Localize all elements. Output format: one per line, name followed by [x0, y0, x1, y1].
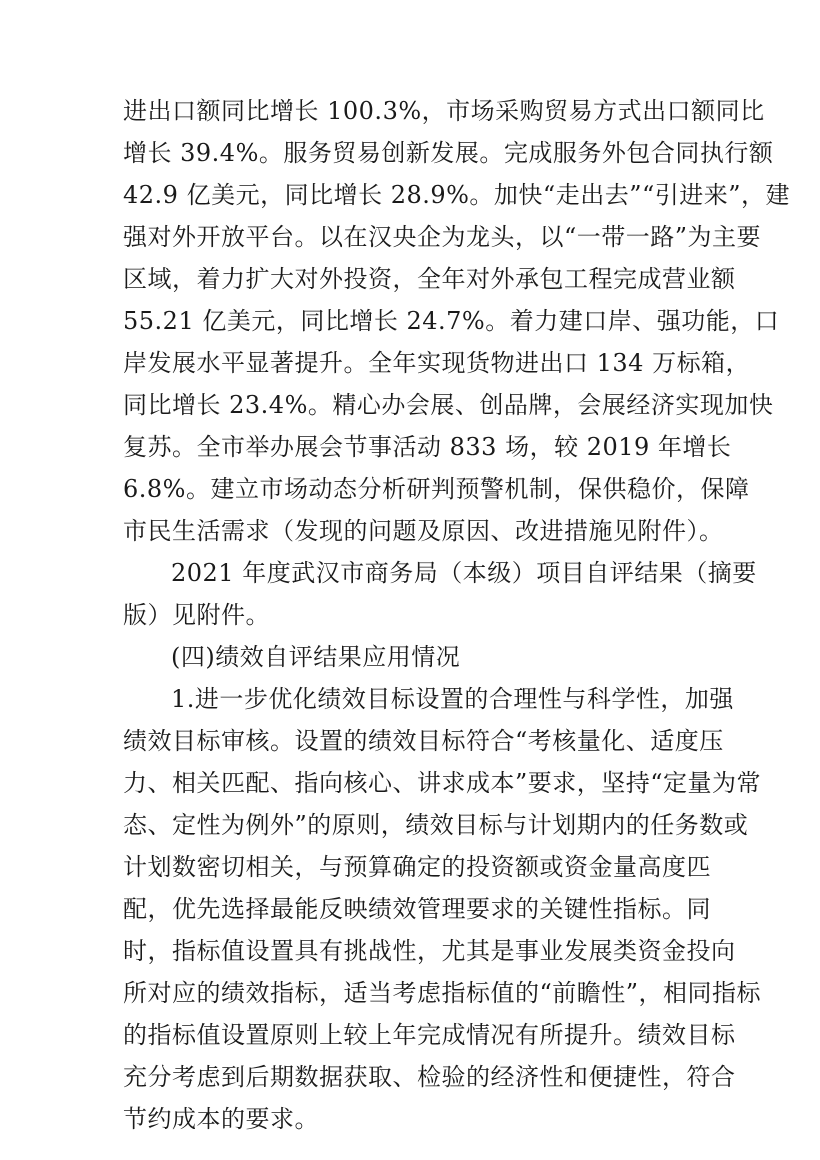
paragraph-self-evaluation — [123, 552, 757, 636]
text-line: 增长 39.4%。服务贸易创新发展。完成服务外包合同执行额 — [123, 139, 774, 167]
text-line: 时，指标值设置具有挑战性，尤其是事业发展类资金投向 — [123, 937, 736, 965]
text-line: 1.进一步优化绩效目标设置的合理性与科学性，加强 — [171, 685, 734, 713]
text-line: 配，优先选择最能反映绩效管理要求的关键性指标。同 — [123, 895, 711, 923]
text-line: 力、相关匹配、指向核心、讲求成本”要求，坚持“定量为常 — [123, 769, 762, 797]
text-line: 的指标值设置原则上较上年完成情况有所提升。绩效目标 — [123, 1021, 736, 1049]
text-line: 强对外开放平台。以在汉央企为龙头，以“一带一路”为主要 — [123, 223, 762, 251]
text-line: 42.9 亿美元，同比增长 28.9%。加快“走出去”“引进来”，建 — [123, 181, 791, 209]
text-line: 充分考虑到后期数据获取、检验的经济性和便捷性，符合 — [123, 1063, 736, 1091]
section-heading: (四)绩效自评结果应用情况 — [171, 643, 461, 671]
text-line: 态、定性为例外”的原则，绩效目标与计划期内的任务数或 — [123, 811, 749, 839]
document-body — [123, 90, 791, 1140]
text-line: 所对应的绩效指标，适当考虑指标值的“前瞻性”，相同指标 — [123, 979, 762, 1007]
text-line: 同比增长 23.4%。精心办会展、创品牌，会展经济实现加快 — [123, 391, 774, 419]
text-line: 市民生活需求（发现的问题及原因、改进措施见附件）。 — [123, 517, 724, 545]
text-line: 绩效目标审核。设置的绩效目标符合“考核量化、适度压 — [123, 727, 724, 755]
text-line: 岸发展水平显著提升。全年实现货物进出口 134 万标箱， — [123, 349, 751, 377]
text-line: 节约成本的要求。 — [123, 1105, 319, 1133]
text-line: 版）见附件。 — [123, 601, 270, 629]
text-line: 进出口额同比增长 100.3%，市场采购贸易方式出口额同比 — [123, 97, 765, 125]
paragraph-target-optimization — [123, 678, 762, 1140]
paragraph-trade-results — [123, 90, 791, 552]
text-line: 复苏。全市举办展会节事活动 833 场，较 2019 年增长 — [123, 433, 732, 461]
text-line: 计划数密切相关，与预算确定的投资额或资金量高度匹 — [123, 853, 711, 881]
text-line: 2021 年度武汉市商务局（本级）项目自评结果（摘要 — [171, 559, 757, 587]
text-line: 55.21 亿美元，同比增长 24.7%。着力建口岸、强功能，口 — [123, 307, 780, 335]
text-line: 6.8%。建立市场动态分析研判预警机制，保供稳价，保障 — [123, 475, 750, 503]
text-line: 区域，着力扩大对外投资，全年对外承包工程完成营业额 — [123, 265, 736, 293]
